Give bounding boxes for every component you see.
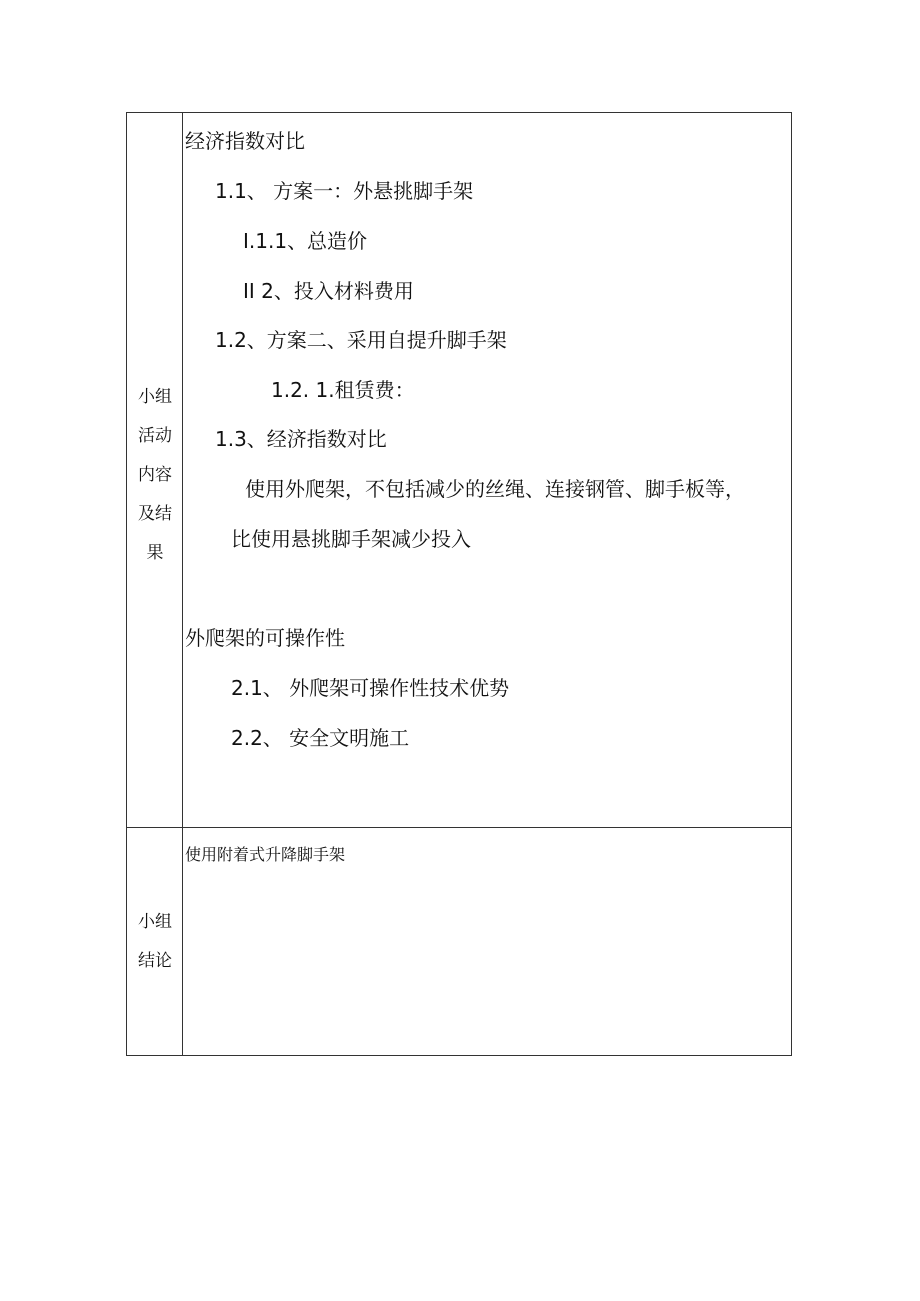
activity-label-line: 活动 — [138, 426, 172, 446]
activity-label-line: 内容 — [138, 465, 172, 485]
activity-label-line: 小组 — [138, 387, 172, 407]
index-comparison-heading: 1.3、经济指数对比 — [215, 427, 387, 451]
conclusion-label-cell — [127, 828, 183, 1055]
total-cost-item: I.1.1、总造价 — [243, 229, 368, 253]
rental-fee-item: 1.2. 1.租赁费： — [271, 378, 415, 402]
activity-label-line: 果 — [146, 543, 164, 563]
activity-content-cell — [183, 113, 791, 827]
conclusion-label-line: 结论 — [138, 951, 172, 971]
plan-one-heading: 1.1、 方案一：外悬挑脚手架 — [215, 179, 474, 203]
material-cost-item: II 2、投入材料费用 — [243, 279, 414, 303]
technical-advantage-item: 2.1、 外爬架可操作性技术优势 — [231, 676, 510, 700]
conclusion-content-cell — [183, 828, 791, 1055]
section-heading-economic-index: 经济指数对比 — [185, 129, 305, 153]
conclusion-row — [127, 828, 791, 1055]
report-table — [126, 112, 792, 1056]
activity-label-cell — [127, 113, 183, 827]
conclusion-text: 使用附着式升降脚手架 — [185, 845, 346, 864]
comparison-paragraph-line-2: 比使用悬挑脚手架减少投入 — [231, 527, 471, 551]
comparison-paragraph-line-1: 使用外爬架，不包括减少的丝绳、连接钢管、脚手板等， — [245, 477, 745, 501]
plan-two-heading: 1.2、方案二、采用自提升脚手架 — [215, 328, 507, 352]
conclusion-label-line: 小组 — [138, 912, 172, 932]
activity-row — [127, 113, 791, 828]
safe-construction-item: 2.2、 安全文明施工 — [231, 726, 410, 750]
section-heading-operability: 外爬架的可操作性 — [185, 626, 345, 650]
activity-label-line: 及结 — [138, 504, 172, 524]
